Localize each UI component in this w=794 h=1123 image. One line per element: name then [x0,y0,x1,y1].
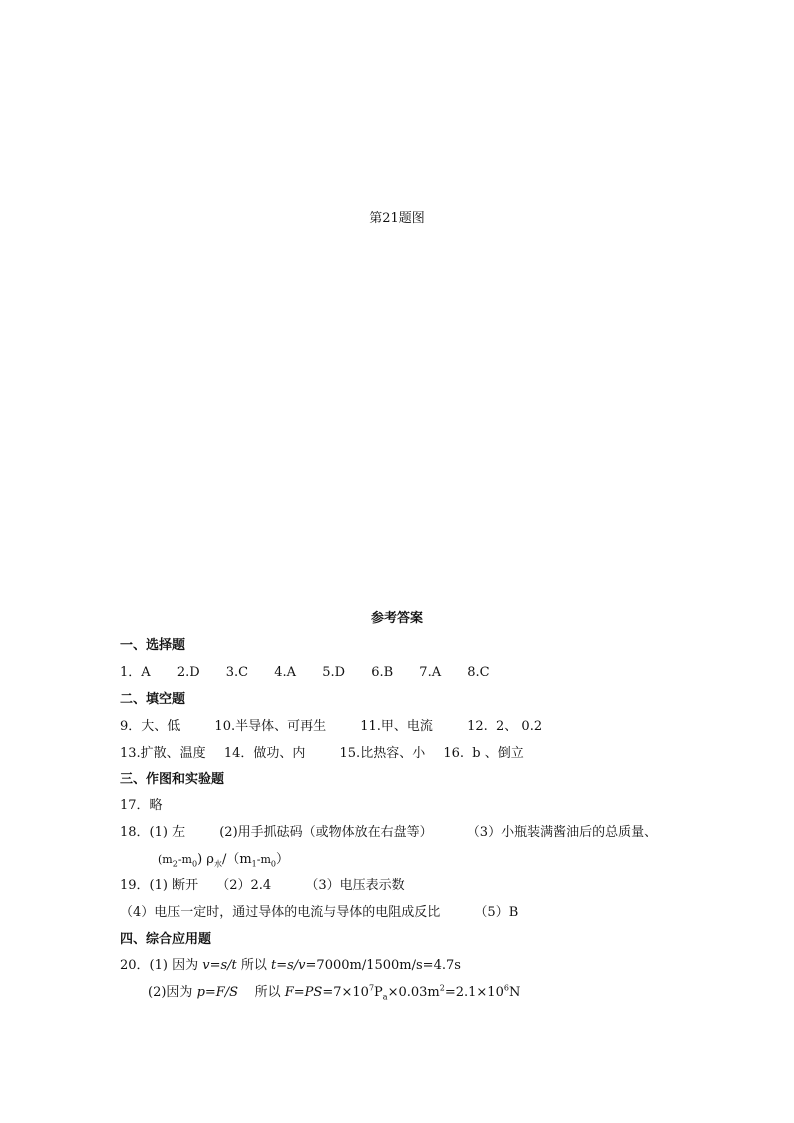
answer-text: 所以 [236,958,272,973]
formula-text: t=s/v [271,958,306,973]
superscript: 6 [503,983,509,993]
choice-answer-2: 2.D [176,665,200,680]
fill-answer-13: 13.扩散、温度 [120,746,206,761]
answer-text: 所以 [238,985,285,1000]
answer-19-row-2 [120,904,518,922]
answer-text: =2.1×10 [444,985,504,1000]
choice-answer-5: 5.D [322,665,346,680]
answer-text: =7×10 [322,985,369,1000]
formula-text: ) ρ [197,852,214,867]
choice-answers-row [120,664,490,682]
fill-answer-12: 12. 2、 0.2 [467,719,543,734]
answer-20-part-2 [148,984,520,1002]
answer-18-part-2: (2)用手抓砝码（或物体放在右盘等） [219,825,433,840]
answer-text: 20．(1) 因为 [120,958,203,973]
formula-text: p=F/S [196,985,239,1000]
formula-text: v=s/t [202,958,237,973]
answer-text: P [374,985,383,1000]
answer-18-row-1 [120,824,657,842]
formula-text: /（m [221,852,252,867]
fill-answer-10: 10.半导体、可再生 [214,719,327,734]
answers-title: 参考答案 [370,611,423,626]
answer-18-row-2 [158,851,289,869]
answer-19-part-2: （2）2.4 [216,878,272,893]
fill-answers-row-1 [120,718,542,736]
choice-answer-7: 7.A [419,665,442,680]
section-2-heading: 二、填空题 [120,692,186,707]
figure-caption: 第21题图 [369,211,425,226]
answer-18-part-1: 18．(1) 左 [120,825,186,840]
choice-answer-4: 4.A [274,665,297,680]
subscript: a [382,992,388,1002]
answer-text: N [508,985,521,1000]
fill-answer-11: 11.甲、电流 [360,719,433,734]
subscript: 0 [191,859,198,869]
fill-answer-14: 14．做功、内 [223,746,306,761]
formula-text: -m [256,853,271,866]
answer-text: =7000m/1500m/s=4.7s [305,958,461,973]
answer-19-part-5: （5）B [474,905,519,920]
answer-19-row-1 [120,877,405,895]
answer-19-part-4: （4）电压一定时，通过导体的电流与导体的电阻成反比 [120,905,441,920]
answer-19-part-1: 19．(1) 断开 [120,878,199,893]
answer-17: 17．略 [120,798,163,813]
answer-19-part-3: （3）电压表示数 [305,878,405,893]
section-1-heading: 一、选择题 [120,638,186,653]
answer-20-part-1 [120,957,461,975]
superscript: 2 [439,983,445,993]
subscript: 水 [213,859,222,869]
choice-answer-6: 6.B [371,665,394,680]
subscript: 2 [172,859,178,869]
superscript: 7 [368,983,375,993]
choice-answer-3: 3.C [225,665,249,680]
answer-18-part-3: （3）小瓶装满酱油后的总质量、 [466,825,658,840]
subscript: 0 [270,859,276,869]
choice-answer-1: 1．A [120,665,151,680]
formula-text: (m [158,853,173,866]
fill-answer-9: 9．大、低 [120,719,181,734]
answer-text: (2)因为 [148,985,197,1000]
choice-answer-8: 8.C [467,665,490,680]
answer-text: ×0.03m [387,985,440,1000]
fill-answer-15: 15.比热容、小 [339,746,426,761]
section-3-heading: 三、作图和实验题 [120,772,225,787]
fill-answers-row-2 [120,745,524,763]
section-4-heading: 四、综合应用题 [120,932,212,947]
formula-text: ） [276,852,290,867]
fill-answer-16: 16. b 、倒立 [443,746,524,761]
formula-text: -m [177,853,192,866]
subscript: 1 [251,859,257,869]
formula-text: F=PS [284,985,323,1000]
